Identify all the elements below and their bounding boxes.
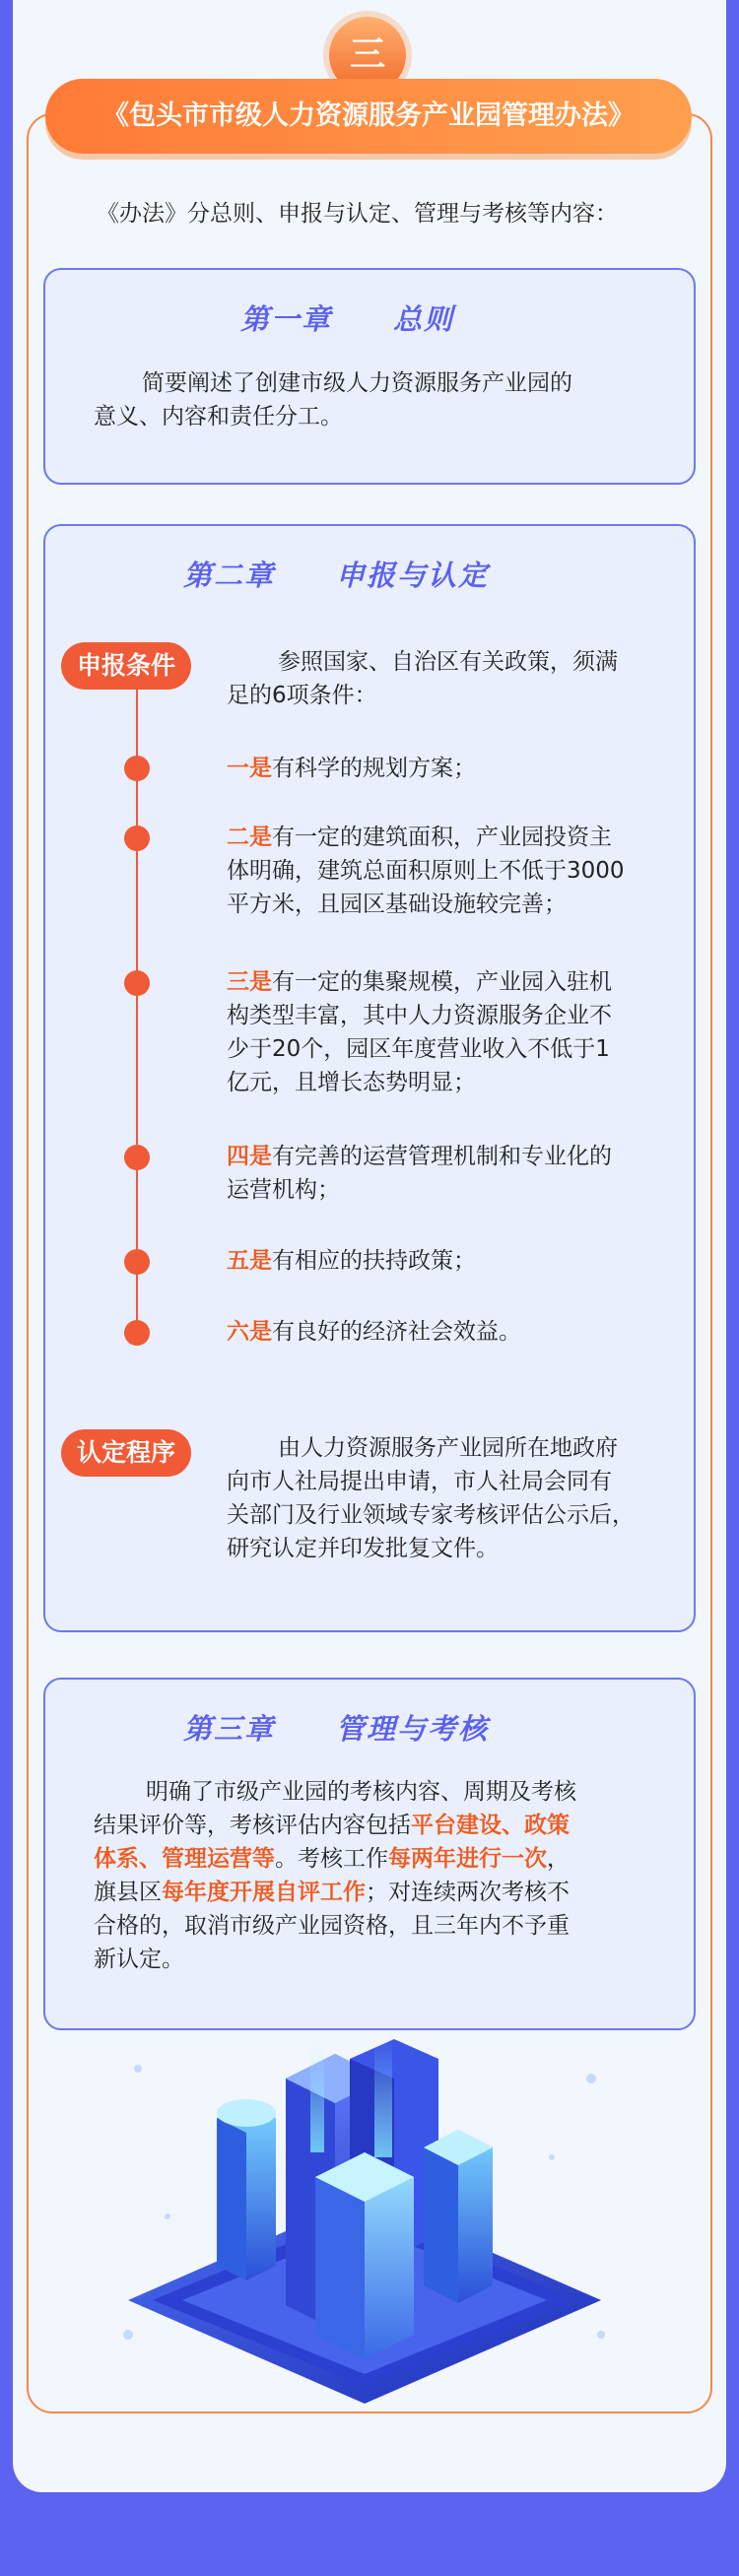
conditions-intro-line2: 足的6项条件： bbox=[227, 683, 377, 708]
city-illustration bbox=[99, 2039, 631, 2404]
condition-item-3: 三是有一定的集聚规模，产业园入驻机 构类型丰富，其中人力资源服务企业不 少于20个，园区年度营业收入不低于1 亿元，且增长态势明显； bbox=[227, 969, 612, 1095]
timeline-line bbox=[136, 690, 138, 1340]
chapter1-heading: 第一章 总则 bbox=[240, 302, 455, 336]
procedure-line3: 关部门及行业领域专家考核评估公示后， bbox=[227, 1502, 635, 1528]
procedure-line1: 由人力资源服务产业园所在地政府 bbox=[278, 1435, 618, 1461]
chapter3-line4: 旗县区每年度开展自评工作；对连续两次考核不 bbox=[94, 1880, 570, 1905]
timeline-dot bbox=[124, 970, 150, 996]
condition-item-6: 六是有良好的经济社会效益。 bbox=[227, 1319, 521, 1345]
page-title: 《包头市市级人力资源服务产业园管理办法》 bbox=[45, 79, 692, 154]
condition-item-2: 二是有一定的建筑面积，产业园投资主 体明确，建筑总面积原则上不低于3000 平方米，且园区基础设施较完善； bbox=[227, 825, 625, 917]
chapter3-line1: 明确了市级产业园的考核内容、周期及考核 bbox=[146, 1779, 576, 1805]
condition-item-4: 四是有完善的运营管理机制和专业化的 运营机构； bbox=[227, 1144, 612, 1203]
procedure-label: 认定程序 bbox=[61, 1429, 191, 1477]
chapter3-line3: 体系、管理运营等。考核工作每两年进行一次， bbox=[94, 1846, 570, 1872]
section-number-badge: 三 bbox=[329, 17, 406, 94]
procedure-line2: 向市人社局提出申请，市人社局会同有 bbox=[227, 1469, 612, 1494]
timeline-dot bbox=[124, 756, 150, 781]
procedure-line4: 研究认定并印发批复文件。 bbox=[227, 1536, 499, 1561]
condition-item-5: 五是有相应的扶持政策； bbox=[227, 1248, 476, 1274]
condition-item-1: 一是有科学的规划方案； bbox=[227, 756, 476, 781]
chapter3-line5: 合格的，取消市级产业园资格，且三年内不予重 bbox=[94, 1913, 570, 1939]
timeline-dot bbox=[124, 1249, 150, 1275]
chapter3-heading: 第三章 管理与考核 bbox=[183, 1712, 490, 1746]
building-center bbox=[315, 2152, 414, 2359]
building-left bbox=[217, 2099, 276, 2280]
chapter3-line2: 结果评价等，考核评估内容包括平台建设、政策 bbox=[94, 1813, 570, 1838]
timeline-dot bbox=[124, 826, 150, 851]
chapter1-text-line2: 意义、内容和责任分工。 bbox=[94, 404, 343, 429]
chapter2-heading: 第二章 申报与认定 bbox=[183, 559, 490, 592]
chapter3-line6: 新认定。 bbox=[94, 1947, 184, 1972]
timeline-dot bbox=[124, 1320, 150, 1346]
building-right bbox=[424, 2130, 493, 2303]
conditions-label: 申报条件 bbox=[61, 642, 191, 690]
conditions-intro-line1: 参照国家、自治区有关政策，须满 bbox=[278, 649, 618, 675]
intro-text: 《办法》分总则、申报与认定、管理与考核等内容： bbox=[97, 201, 618, 227]
timeline-dot bbox=[124, 1145, 150, 1170]
chapter1-text-line1: 简要阐述了创建市级人力资源服务产业园的 bbox=[142, 370, 572, 396]
